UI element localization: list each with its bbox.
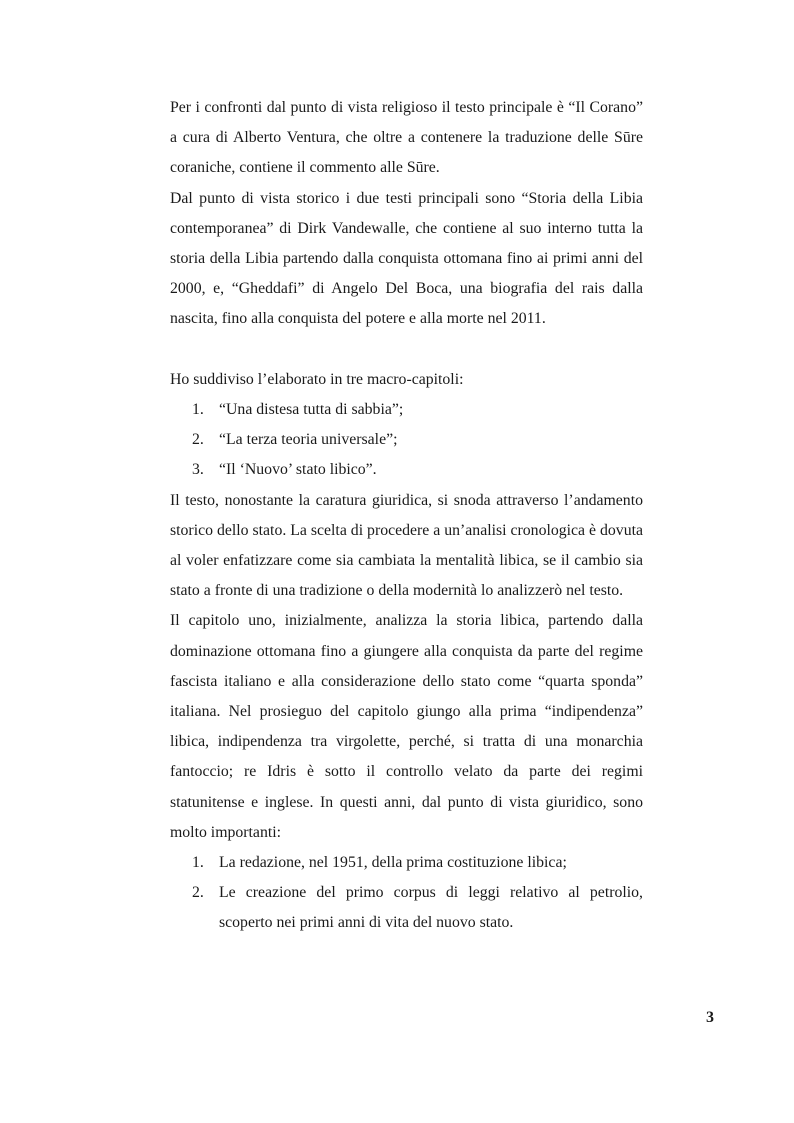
- list-item-text: La redazione, nel 1951, della prima costituzione libica;: [219, 854, 567, 872]
- list-number: 1.: [192, 401, 204, 419]
- list-number: 2.: [192, 884, 204, 902]
- list-number: 2.: [192, 431, 204, 449]
- list-item: [170, 395, 643, 425]
- list-item-text: “La terza teoria universale”;: [219, 431, 398, 449]
- paragraph-sources-religious: Per i confronti dal punto di vista religioso il testo principale è “Il Corano” a cura di Alberto Ventura, che oltre a contenere la traduzione delle Sūre coraniche, contiene il commento alle Sūre.: [170, 99, 643, 177]
- list-item: [170, 425, 643, 455]
- list-item-text: “Il ‘Nuovo’ stato libico”.: [219, 461, 377, 479]
- paragraph-chapter-one: Il capitolo uno, inizialmente, analizza la storia libica, partendo dalla dominazione ottomana fino a giungere alla conquista da parte del regime fascista italiano e alla considerazione dello stato come “quarta sponda” italiana. Nel prosieguo del capitolo giungo alla prima “indipendenza” libica, indipendenza tra virgolette, perché, si tratta di una monarchia fantoccio; re Idris è sotto il controllo velato da parte dei regimi statunitense e inglese. In questi anni, dal punto di vista giuridico, sono molto importanti:: [170, 612, 643, 841]
- list-item-text: “Una distesa tutta di sabbia”;: [219, 401, 404, 419]
- list-item-text: Le creazione del primo corpus di leggi relativo al petrolio, scoperto nei primi anni di vita del nuovo stato.: [219, 884, 643, 932]
- body-text: [170, 93, 643, 939]
- list-item: [170, 878, 643, 938]
- blank-line: [170, 335, 643, 365]
- legal-list: [170, 848, 643, 939]
- paragraph-method: Il testo, nonostante la caratura giuridica, si snoda attraverso l’andamento storico dello stato. La scelta di procedere a un’analisi cronologica è dovuta al voler enfatizzare come sia cambiata la mentalità libica, se il cambio sia stato a fronte di una tradizione o della modernità lo analizzerò nel testo.: [170, 491, 643, 600]
- page-number: 3: [706, 1009, 714, 1026]
- paragraph-sources-historical: Dal punto di vista storico i due testi principali sono “Storia della Libia contemporanea” di Dirk Vandewalle, che contiene al suo interno tutta la storia della Libia partendo dalla conquista ottomana fino ai primi anni del 2000, e, “Gheddafi” di Angelo Del Boca, una biografia del rais dalla nascita, fino alla conquista del potere e alla morte nel 2011.: [170, 189, 643, 328]
- chapters-list: [170, 395, 643, 486]
- list-item: [170, 455, 643, 485]
- list-item: [170, 848, 643, 878]
- list-number: 1.: [192, 854, 204, 872]
- paragraph-structure-intro: Ho suddiviso l’elaborato in tre macro-capitoli:: [170, 370, 464, 388]
- list-number: 3.: [192, 461, 204, 479]
